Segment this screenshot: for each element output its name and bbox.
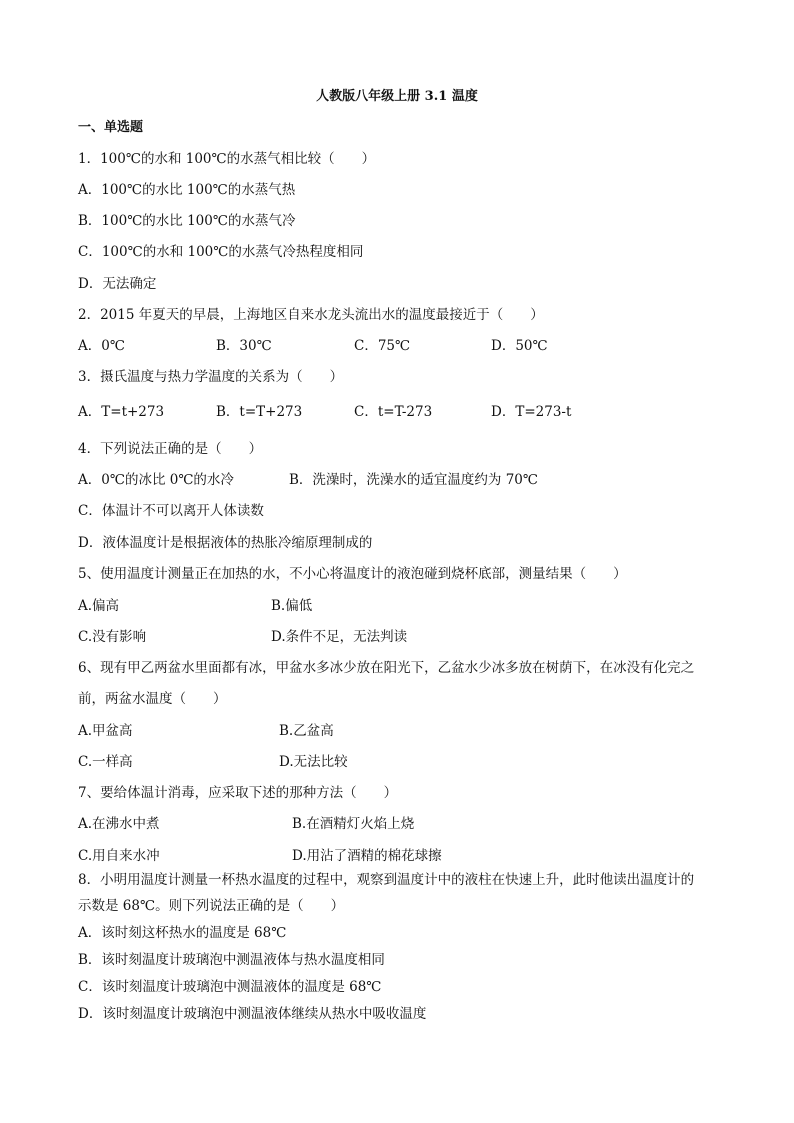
question-8-stem-line-1: 8．小明用温度计测量一杯热水温度的过程中，观察到温度计中的液柱在快速上升，此时他读出温度计的: [78, 872, 695, 888]
question-5-option-b: B.偏低: [271, 598, 313, 614]
question-1-option-b: B．100℃的水比 100℃的水蒸气冷: [78, 213, 296, 229]
question-1-stem: 1．100℃的水和 100℃的水蒸气相比较（ ）: [78, 151, 376, 167]
question-8-option-b: B．该时刻温度计玻璃泡中测温液体与热水温度相同: [78, 952, 385, 968]
question-4-option-c: C．体温计不可以离开人体读数: [78, 503, 264, 519]
question-2-stem: 2．2015 年夏天的早晨，上海地区自来水龙头流出水的温度最接近于（ ）: [78, 307, 544, 323]
question-4-option-a: A．0℃的冰比 0℃的水冷: [78, 472, 234, 488]
question-7-option-a: A.在沸水中煮: [78, 816, 160, 832]
question-6-stem-line-2: 前，两盆水温度（ ）: [78, 691, 227, 707]
question-6-option-c: C.一样高: [78, 754, 133, 770]
question-6-option-a: A.甲盆高: [78, 723, 133, 739]
question-5-option-c: C.没有影响: [78, 629, 147, 645]
question-3-option-d: D．T=273-t: [491, 404, 572, 420]
document-title: 人教版八年级上册 3.1 温度: [316, 89, 478, 104]
question-3-option-a: A．T=t+273: [78, 404, 165, 420]
question-5-option-d: D.条件不足，无法判读: [271, 629, 408, 645]
question-3-option-b: B．t=T+273: [216, 404, 303, 420]
question-4-stem: 4．下列说法正确的是（ ）: [78, 441, 263, 457]
question-7-option-d: D.用沾了酒精的棉花球擦: [292, 848, 442, 864]
question-1-option-d: D．无法确定: [78, 276, 157, 292]
question-3-option-c: C．t=T-273: [354, 404, 433, 420]
question-2-option-b: B．30℃: [216, 338, 272, 354]
question-5-stem: 5、使用温度计测量正在加热的水，不小心将温度计的液泡碰到烧杯底部，测量结果（ ）: [78, 566, 627, 582]
question-4-option-b: B．洗澡时，洗澡水的适宜温度约为 70℃: [289, 472, 538, 488]
question-7-stem: 7、要给体温计消毒，应采取下述的那种方法（ ）: [78, 785, 398, 801]
question-7-option-c: C.用自来水冲: [78, 848, 160, 864]
question-4-option-d: D．液体温度计是根据液体的热胀冷缩原理制成的: [78, 535, 373, 551]
question-1-option-c: C．100℃的水和 100℃的水蒸气冷热程度相同: [78, 244, 364, 260]
question-1-option-a: A．100℃的水比 100℃的水蒸气热: [78, 182, 296, 198]
section-heading: 一、单选题: [78, 120, 144, 135]
question-3-stem: 3．摄氏温度与热力学温度的关系为（ ）: [78, 369, 344, 385]
question-8-option-c: C．该时刻温度计玻璃泡中测温液体的温度是 68℃: [78, 979, 382, 995]
question-5-option-a: A.偏高: [78, 598, 120, 614]
question-8-option-d: D．该时刻温度计玻璃泡中测温液体继续从热水中吸收温度: [78, 1006, 427, 1022]
question-2-option-c: C．75℃: [354, 338, 411, 354]
question-8-option-a: A．该时刻这杯热水的温度是 68℃: [78, 925, 287, 941]
question-2-option-d: D．50℃: [491, 338, 548, 354]
question-6-stem-line-1: 6、现有甲乙两盆水里面都有冰，甲盆水多冰少放在阳光下，乙盆水少冰多放在树荫下，在冰没有化完之: [78, 660, 695, 676]
question-6-option-b: B.乙盆高: [279, 723, 334, 739]
question-8-stem-line-2: 示数是 68℃。则下列说法正确的是（ ）: [78, 898, 345, 914]
question-7-option-b: B.在酒精灯火焰上烧: [292, 816, 415, 832]
question-6-option-d: D.无法比较: [279, 754, 348, 770]
question-2-option-a: A．0℃: [78, 338, 125, 354]
